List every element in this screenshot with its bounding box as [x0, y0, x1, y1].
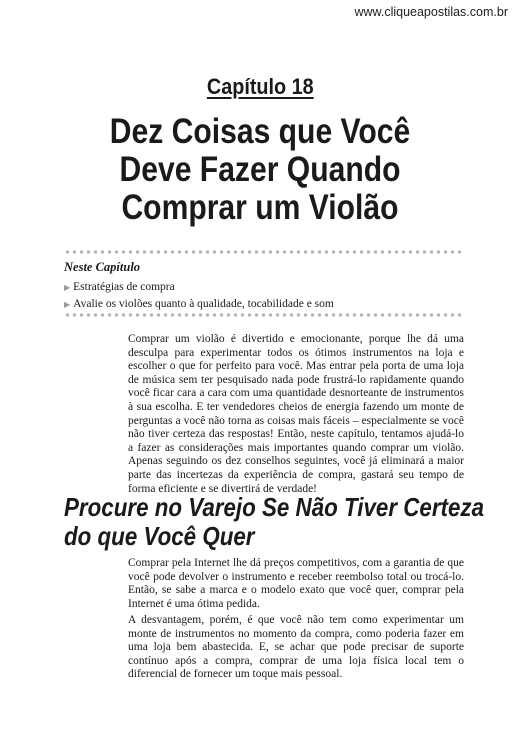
site-url[interactable]: www.cliqueapostilas.com.br	[354, 5, 508, 19]
dotted-divider-top	[64, 250, 464, 254]
chapter-label	[0, 74, 520, 100]
chapter-label-text: Capítulo 18	[206, 74, 314, 99]
chapter-title-line: Dez Coisas que Você	[109, 112, 411, 151]
section-heading-line: Procure no Varejo Se Não Tiver Certeza	[64, 492, 485, 522]
list-item-text: Avalie os violões quanto à qualidade, tocabilidade e som	[73, 298, 334, 310]
section-heading	[64, 493, 484, 551]
section-heading-line: do que Você Quer	[64, 521, 255, 551]
intro-paragraph: Comprar um violão é divertido e emocionante, porque lhe dá uma desculpa para experimentar todos os ótimos instrumentos na loja e escolher o que for perfeito para você. Mas entrar pela porta de uma loja de música sem ter pesquisado nada pode frustrá-lo rapidamente quando você ficar cara a cara com uma quantidade desnorteante de instrumentos à sua escolha. E ter vendedores cheios de energia fazendo um monte de perguntas a você não torna as coisas mais fáceis – especialmente se você não tiver certeza das respostas! Então, neste capítulo, tentamos ajudá-lo a fazer as considerações mais importantes quando comprar um violão. Apenas seguindo os dez conselhos seguintes, você já eliminará a maior parte das incertezas da experiência de compra, gastará seu tempo de forma eficiente e se divertirá de verdade!	[128, 333, 464, 495]
triangle-bullet-icon: ▶	[64, 300, 71, 309]
body-paragraph: Comprar pela Internet lhe dá preços competitivos, com a garantia de que você pode devolver o instrumento e receber reembolso total ou trocá-lo. Então, se sabe a marca e o modelo exato que você quer, comprar pela Internet é uma ótima pedida.	[128, 557, 464, 610]
dotted-divider-bottom	[64, 313, 464, 317]
list-item	[64, 296, 334, 313]
triangle-bullet-icon: ▶	[64, 283, 71, 292]
list-item-text: Estratégias de compra	[73, 281, 175, 293]
body-paragraph: A desvantagem, porém, é que você não tem como experimentar um monte de instrumentos no momento da compra, como poderia fazer em uma loja bem abastecida. E, se achar que pode precisar de suporte contínuo após a compra, comprar de uma loja física local tem o diferencial de fornecer um toque mais pessoal.	[128, 614, 464, 681]
in-chapter-list	[64, 279, 334, 313]
in-chapter-heading: Neste Capítulo	[64, 260, 141, 274]
chapter-title	[0, 113, 520, 227]
list-item	[64, 279, 334, 296]
chapter-title-line: Comprar um Violão	[121, 188, 399, 227]
chapter-title-line: Deve Fazer Quando	[119, 150, 401, 189]
